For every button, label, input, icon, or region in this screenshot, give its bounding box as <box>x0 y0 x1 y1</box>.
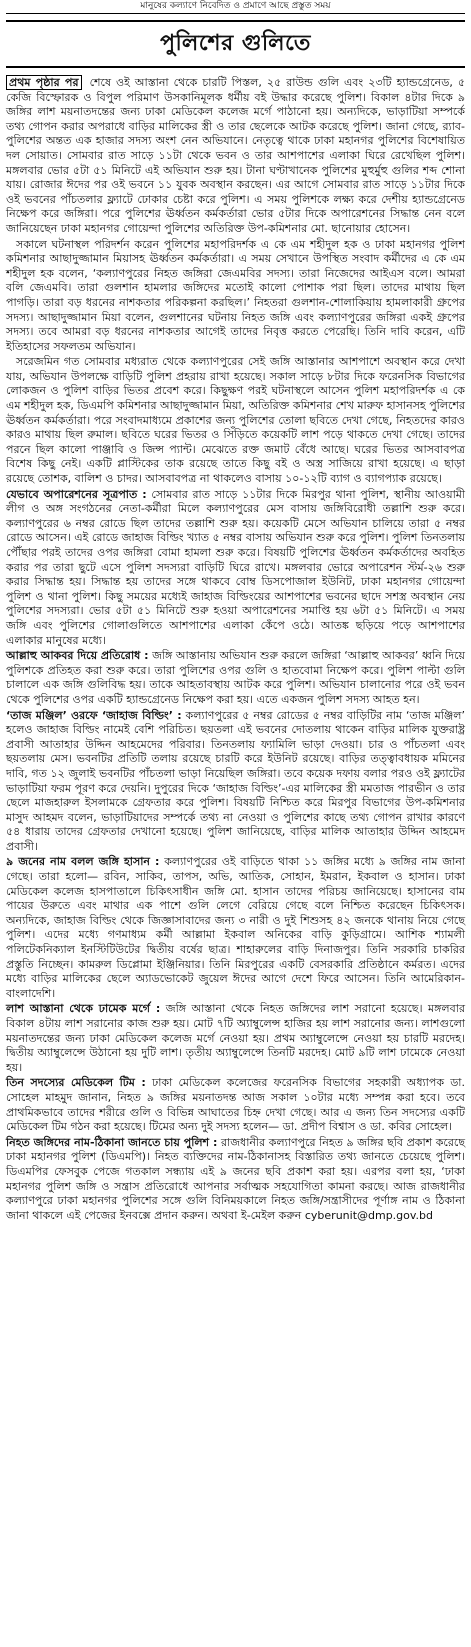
section-bodies-morgue-text: জঙ্গি আস্তানা থেকে নিহত জঙ্গিদের লাশ সরানো হয়েছে। মঙ্গলবার বিকাল ৪টায় লাশ সরানোর কাজ শুরু হয়। মোট ৭টি অ্যাম্বুলেন্স হাজির হয় লাশ সরানোর জন্য। লাশগুলো ময়নাতদন্তের জন্য ঢাকা মেডিকেল কলেজ মর্গে নেওয়া হয়। প্রথম অ্যাম্বুলেন্সে নেওয়া হয় চারটি মরদেহ। দ্বিতীয় অ্যাম্বুলেন্সে উঠানো হয় দুটি লাশ। তৃতীয় অ্যাম্বুলেন্সে তিনটি মরদেহ। মোট ৯টি লাশ ঢামেকে নেওয়া হয়। <box>6 1002 465 1074</box>
contact-email[interactable]: cyberunit@dmp.gov.bd <box>304 1208 434 1222</box>
lead-label: প্রথম পৃষ্ঠার পর <box>6 75 82 90</box>
subhead-allahu-akbar: আল্লাহু আকবর দিয়ে প্রতিরোধ : <box>6 649 149 663</box>
section-operation-start-text: সোমবার রাত সাড়ে ১১টার দিকে মিরপুর থানা পুলিশ, স্থানীয় আওয়ামী লীগ ও অঙ্গ সংগঠনের নেতা-কর্মীরা মিলে কল্যাণপুরের মেস বাসায় জঙ্গিবিরোধী তল্লাশি শুরু করে। কল্যাণপুরের ৬ নম্বর রোডে ছিল তাদের তল্লাশি শুরু হয়। কয়েকটি মেসে অভিযান চালিয়ে তারা ৫ নম্বর রোডে আসেন। এই রোডে জাহাজ বিল্ডিং খ্যাত ৫ নম্বর বাসায় অভিযান শুরু করে পুলিশ। পুলিশ তিনতলায় পৌঁছার পরই তাদের ওপর জঙ্গিরা বোমা হামলা শুরু করে। বিষয়টি পুলিশের ঊর্ধ্বতন কর্মকর্তাদের অবহিত করার পর তারা ছুটে এসে পুলিশ সদস্যরা বাড়িটি ঘিরে রাখে। মঙ্গলবার ভোরে অপারেশন স্টর্ম-২৬ শুরু করার সিদ্ধান্ত হয়। সিদ্ধান্ত হয় তাদের সঙ্গে থাকবে বোম্ব ডিসপোজাল ইউনিট, ঢাকা মহানগর গোয়েন্দা পুলিশ ও থানা পুলিশ। কিছু সময়ের মধ্যেই জাহাজ বিল্ডিংয়ের আশপাশের ভবনের ছাদে সশস্ত্র অবস্থান নেয় পুলিশের সদস্যরা। ভোর ৫টা ৫১ মিনিটে শুরু হওয়া অপারেশনের সমাপ্তি হয় ৬টা ৫১ মিনিটে। এ সময় জঙ্গি এবং পুলিশের গোলাগুলিতে আশপাশের এলাকা কেঁপে ওঠে। আতঙ্ক ছড়িয়ে পড়ে আশপাশের এলাকার মানুষের মধ্যে। <box>6 487 466 647</box>
article-body <box>6 76 465 1223</box>
paragraph-1-text: শেষে ওই আস্তানা থেকে চারটি পিস্তল, ২৫ রাউন্ড গুলি এবং ২৩টি হ্যান্ডগ্রেনেড, ৫ কেজি বিস্ফোরক ও বিপুল পরিমাণ উসকানিমূলক ধর্মীয় বই উদ্ধার করেছে পুলিশ। বিকাল ৪টার দিকে ৯ জঙ্গির লাশ ময়নাতদন্তের জন্য ঢাকা মেডিকেল কলেজ মর্গে পাঠানো হয়। অন্যদিকে, ভাড়াটিয়া সম্পর্কে তথ্য গোপন করার অপরাধে বাড়ির মালিকের স্ত্রী ও তার ছেলেকে আটক করেছে পুলিশ। জানা গেছে, র‍্যাব-পুলিশের অন্তত এক হাজার সদস্য অংশ নেন অভিযানে। নেতৃত্বে থাকে ঢাকা মহানগর পুলিশের বিশেষায়িত দল সোয়াত। সোমবার রাত সাড়ে ১১টা থেকে ভবন ও তার আশপাশের এলাকা ঘিরে রেখেছিল পুলিশ। মঙ্গলবার ভোর ৫টা ৫১ মিনিটে এই অভিযান শুরু হয়। টানা ঘণ্টাখানেক পুলিশের মুহুর্মুহু গুলির শব্দ শোনা যায়। রোজার ঈদের পর ওই ভবনে ১১ যুবক অবস্থান করছেন। এর আগে সোমবার রাত সাড়ে ১১টার দিকে ওই ভবনের পাঁচতলার ফ্ল্যাটে ঢোকার চেষ্টা করে পুলিশ। এ সময় পুলিশকে লক্ষ্য করে দেশীয় হ্যান্ডগ্রেনেড নিক্ষেপ করে জঙ্গিরা। পরে পুলিশের ঊর্ধ্বতন কর্মকর্তারা ভোর ৫টার দিকে অপারেশনের সিদ্ধান্ত নেন বলে জানিয়েছেন ঢাকা মহানগর গোয়েন্দা পুলিশের অতিরিক্ত উপ-কমিশনার মো. ছানোয়ার হোসেন। <box>6 76 465 235</box>
section-nine-names-text: কল্যাণপুরের ওই বাড়িতে থাকা ১১ জঙ্গির মধ্যে ৯ জঙ্গির নাম জানা গেছে। তারা হলো— রবিন, সাকিব, তাপস, অভি, আতিক, সোহান, ইমরান, ইকবাল ও হাসান। ঢাকা মেডিকেল কলেজ হাসপাতালে চিকিৎসাধীন জঙ্গি মো. হাসান তাদের পরিচয় জানিয়েছে। হাসানের বাম পায়ের উরুতে এবং মাথার এক পাশে গুলি লেগে বেরিয়ে গেছে বলে নিশ্চিত করেছেন চিকিৎসক। অন্যদিকে, জাহাজ বিল্ডিং থেকে জিজ্ঞাসাবাদের জন্য ৩ নারী ও দুই শিশুসহ ৪২ জনকে থানায় নিয়ে গেছে পুলিশ। এদের মধ্যে গণমাধ্যম কর্মী আল্লামা ইকবাল অনিকের বাড়ি কুড়িগ্রামে। আশিক শ্যামলী পলিটেকনিক্যাল ইনস্টিটিউটের দ্বিতীয় বর্ষের ছাত্র। শাহারুলের বাড়ি দিনাজপুর। তিনি সরকারি চাকরির প্রস্তুতি নিচ্ছেন। কামরুল ডিপ্লোমা ইঞ্জিনিয়ার। তিনি মিরপুরের একটি বেসরকারি প্রতিষ্ঠানে কর্মরত। এদের মধ্যে বাড়ির মালিকের ছেলে অ্যাডভোকেট জুয়েল ঈদের আগে দেশে ফিরে আসেন। তিনি আমেরিকান-বাংলাদেশি। <box>6 855 466 1000</box>
section-nine-names <box>6 855 465 1001</box>
section-medical-team-text: ঢাকা মেডিকেল কলেজের ফরেনসিক বিভাগের সহকারী অধ্যাপক ডা. সোহেল মাহমুদ জানান, নিহত ৯ জঙ্গির ময়নাতদন্ত আজ সকাল ১০টার মধ্যে সম্পন্ন করা হবে। তবে প্রাথমিকভাবে তাদের শরীরে গুলি ও বিভিন্ন আঘাতের চিহ্ন দেখা গেছে। আর এ জন্য তিন সদস্যের একটি মেডিকেল টিম গঠন করা হয়েছে। টিমের অন্য দুই সদস্য হলেন— ডা. প্রদীপ বিশ্বাস ও ডা. কবির সোহেল। <box>6 1076 465 1134</box>
subhead-nine-names: ৯ জনের নাম বলল জঙ্গি হাসান : <box>6 855 160 869</box>
section-police-request <box>6 1136 465 1224</box>
subhead-medical-team: তিন সদস্যের মেডিকেল টিম : <box>6 1076 146 1090</box>
section-police-request-text: রাজধানীর কল্যাণপুরে নিহত ৯ জঙ্গির ছবি প্রকাশ করেছে ঢাকা মহানগর পুলিশ (ডিএমপি)। নিহত ব্যক্তিদের নাম-ঠিকানাসহ বিস্তারিত তথ্য জানতে চেয়েছে পুলিশ। ডিএমপির ফেসবুক পেজে গতকাল সন্ধ্যায় এই ৯ জনের ছবি প্রকাশ করা হয়। এরপর বলা হয়, ‘ঢাকা মহানগর পুলিশ জঙ্গি ও সন্ত্রাস প্রতিরোধে আপনার সর্বাত্মক সহযোগিতা কামনা করছে। আজ রাজধানীর কল্যাণপুরে ঢাকা মহানগর পুলিশের সঙ্গে গুলি বিনিময়কালে নিহত জঙ্গি/সন্ত্রাসীদের পূর্ণাঙ্গ নাম ও ঠিকানা জানা থাকলে এই পেজের ইনবক্সে প্রদান করুন। অথবা ই-মেইল করুন <box>6 1135 465 1222</box>
subhead-police-request: নিহত জঙ্গিদের নাম-ঠিকানা জানতে চায় পুলিশ : <box>6 1135 218 1149</box>
headline: পুলিশের গুলিতে <box>160 30 311 56</box>
section-taj-manzil-text: কল্যাণপুরের ৫ নম্বর রোডের ৫ নম্বর বাড়িটির নাম ‘তাজ মঞ্জিল’ হলেও জাহাজ বিল্ডিং নামেই বেশি পরিচিত। ছয়তলা এই ভবনের দোতলায় থাকেন বাড়ির মালিক যুক্তরাষ্ট্র প্রবাসী আতাহার উদ্দিন আহমেদের পরিবার। তিনতলায় ফ্যামিলি ভাড়া দেওয়া। চার ও পাঁচতলা এবং ছয়তলায় মেস। ভবনটির প্রতিটি তলায় রয়েছে চারটি করে ইউনিট রয়েছে। বাড়ির তত্ত্বাবধায়ক মমিনের দাবি, গত ১২ জুলাই ভবনটির পাঁচতলা ভাড়া নিয়েছিল জঙ্গিরা। তবে কয়েক দফায় বলার পরও ওই ফ্ল্যাটের ভাড়াটিয়া ফরম পূরণ করে দেয়নি। দুপুরের দিকে ‘জাহাজ বিল্ডিং’-এর মালিকের স্ত্রী মমতাজ পারভীন ও তার ছেলে মাজহারুল ইসলামকে গ্রেফতার করে পুলিশ। বিষয়টি নিশ্চিত করে মিরপুর বিভাগের উপ-কমিশনার মাসুদ আহমদ বলেন, ভাড়াটিয়াদের সম্পর্কে তথ্য না নেওয়া ও পুলিশের কাছে তথ্য গোপন রাখার কারণে ৫৪ ধারায় তাদের গ্রেফতার দেখানো হয়েছে। পুলিশ জানিয়েছে, বাড়ির মালিক আতাহার উদ্দিন আহমেদ প্রবাসী। <box>6 708 465 853</box>
section-allahu-akbar <box>6 649 465 707</box>
section-bodies-morgue <box>6 1002 465 1075</box>
paragraph-3: সরেজমিন গত সোমবার মধ্যরাত থেকে কল্যাণপুরের সেই জঙ্গি আস্তানার আশপাশে অবস্থান করে দেখা যায়, অভিযান উপলক্ষে বাড়িটি পুলিশ প্রহরায় রাখা হয়েছে। সকাল সাড়ে ৮টার দিকে ফরেনসিক বিভাগের লোকজন ও পুলিশ বাড়ির ভিতর প্রবেশ করে। কিছুক্ষণ পরই ঘটনাস্থলে আসেন পুলিশ মহাপরিদর্শক এ কে এম শহীদুল হক, ডিএমপি কমিশনার আছাদুজ্জামান মিয়া, অতিরিক্ত কমিশনার শেখ মারুফ হাসানসহ পুলিশের ঊর্ধ্বতন কর্মকর্তারা। পরে সংবাদমাধ্যমে প্রকাশের জন্য পুলিশের তোলা ছবিতে দেখা গেছে, নিহতদের কারও কারও মাথায় ছিল রুমাল। ছবিতে ঘরের ভিতর ও সিঁড়িতে কয়েকটি লাশ পড়ে থাকতে দেখা গেছে। তাদের পরনে ছিল কালো পাঞ্জাবি ও জিন্স প্যান্ট। মেঝেতে রক্ত জমাট বেঁধে আছে। ঘরের ভিতর আসবাবপত্র বিশেষ কিছু নেই। একটি প্লাস্টিকের তাক রয়েছে তাতে কিছু বই ও অস্ত্র সাজিয়ে রাখা হয়েছে। এ ছাড়া রয়েছে তোশক, বালিশ ও চাদর। আসবাবপত্র না থাকলেও বাসায় ১০-১২টি ব্যাগ ও ব্যাগপ্যাক রয়েছে। <box>6 355 465 486</box>
section-medical-team <box>6 1076 465 1134</box>
section-taj-manzil <box>6 709 465 855</box>
paragraph-1 <box>6 76 465 237</box>
section-operation-start <box>6 488 465 649</box>
subhead-bodies-morgue: লাশ আস্তানা থেকে ঢামেক মর্গে : <box>6 1002 161 1016</box>
subhead-taj-manzil: ‘তাজ মঞ্জিল’ ওরফে ‘জাহাজ বিল্ডিং’ : <box>6 708 182 722</box>
top-tagline: মানুষের কল্যাণে নিবেদিত ও প্রমাণে আছে প্রস্তুত সময় <box>6 0 465 14</box>
subhead-operation-start: যেভাবে অপারেশনের সূত্রপাত : <box>6 487 147 501</box>
headline-box <box>6 20 465 68</box>
paragraph-2: সকালে ঘটনাস্থল পরিদর্শন করেন পুলিশের মহাপরিদর্শক এ কে এম শহীদুল হক ও ঢাকা মহানগর পুলিশ কমিশনার আছাদুজ্জামান মিয়াসহ ঊর্ধ্বতন কর্মকর্তারা। এ সময় সেখানে উপস্থিত সংবাদ কর্মীদের এ কে এম শহীদুল হক বলেন, ‘কল্যাণপুরের নিহত জঙ্গিরা জেএমবির সদস্য। তারা নিজেদের আইএস বলে। আমরা বলি জেএমবি। তারা গুলশান হামলার জঙ্গিদের মতোই কালো পোশাক পরা ছিল। তাদের মাথায় ছিল পাগড়ি। তারা বড় ধরনের নাশকতার পরিকল্পনা করছিল।’ নিহতরা গুলশান-শোলাকিয়ায় হামলাকারী গ্রুপের সদস্য। আছাদুজ্জামান মিয়া বলেন, গুলশানের ঘটনায় নিহত জঙ্গি এবং কল্যাণপুরের জঙ্গিরা একই গ্রুপের সদস্য। তবে আমরা বড় ধরনের নাশকতার আগেই তাদের নিবৃত্ত করতে পেরেছি। তিনি দাবি করেন, এটি ইতিহাসের সফলতম অভিযান। <box>6 237 465 353</box>
section-allahu-akbar-text: জঙ্গি আস্তানায় অভিযান শুরু করলে জঙ্গিরা ‘আল্লাহু আকবর’ ধ্বনি দিয়ে পুলিশকে প্রতিহত করা শুরু করে। তারা পুলিশের ওপর গুলি ও হাতবোমা নিক্ষেপ করে। পুলিশ পাল্টা গুলি চালালে এক জঙ্গি গুলিবিদ্ধ হয়। তাকে আহতাবস্থায় আটক করে পুলিশ। অভিযান চালানোর পরে ওই ভবন থেকে পুলিশের ওপর একটি হ্যান্ডগ্রেনেড নিক্ষেপ করা হয়। এতে একজন পুলিশ সদস্য আহত হন। <box>6 649 465 706</box>
